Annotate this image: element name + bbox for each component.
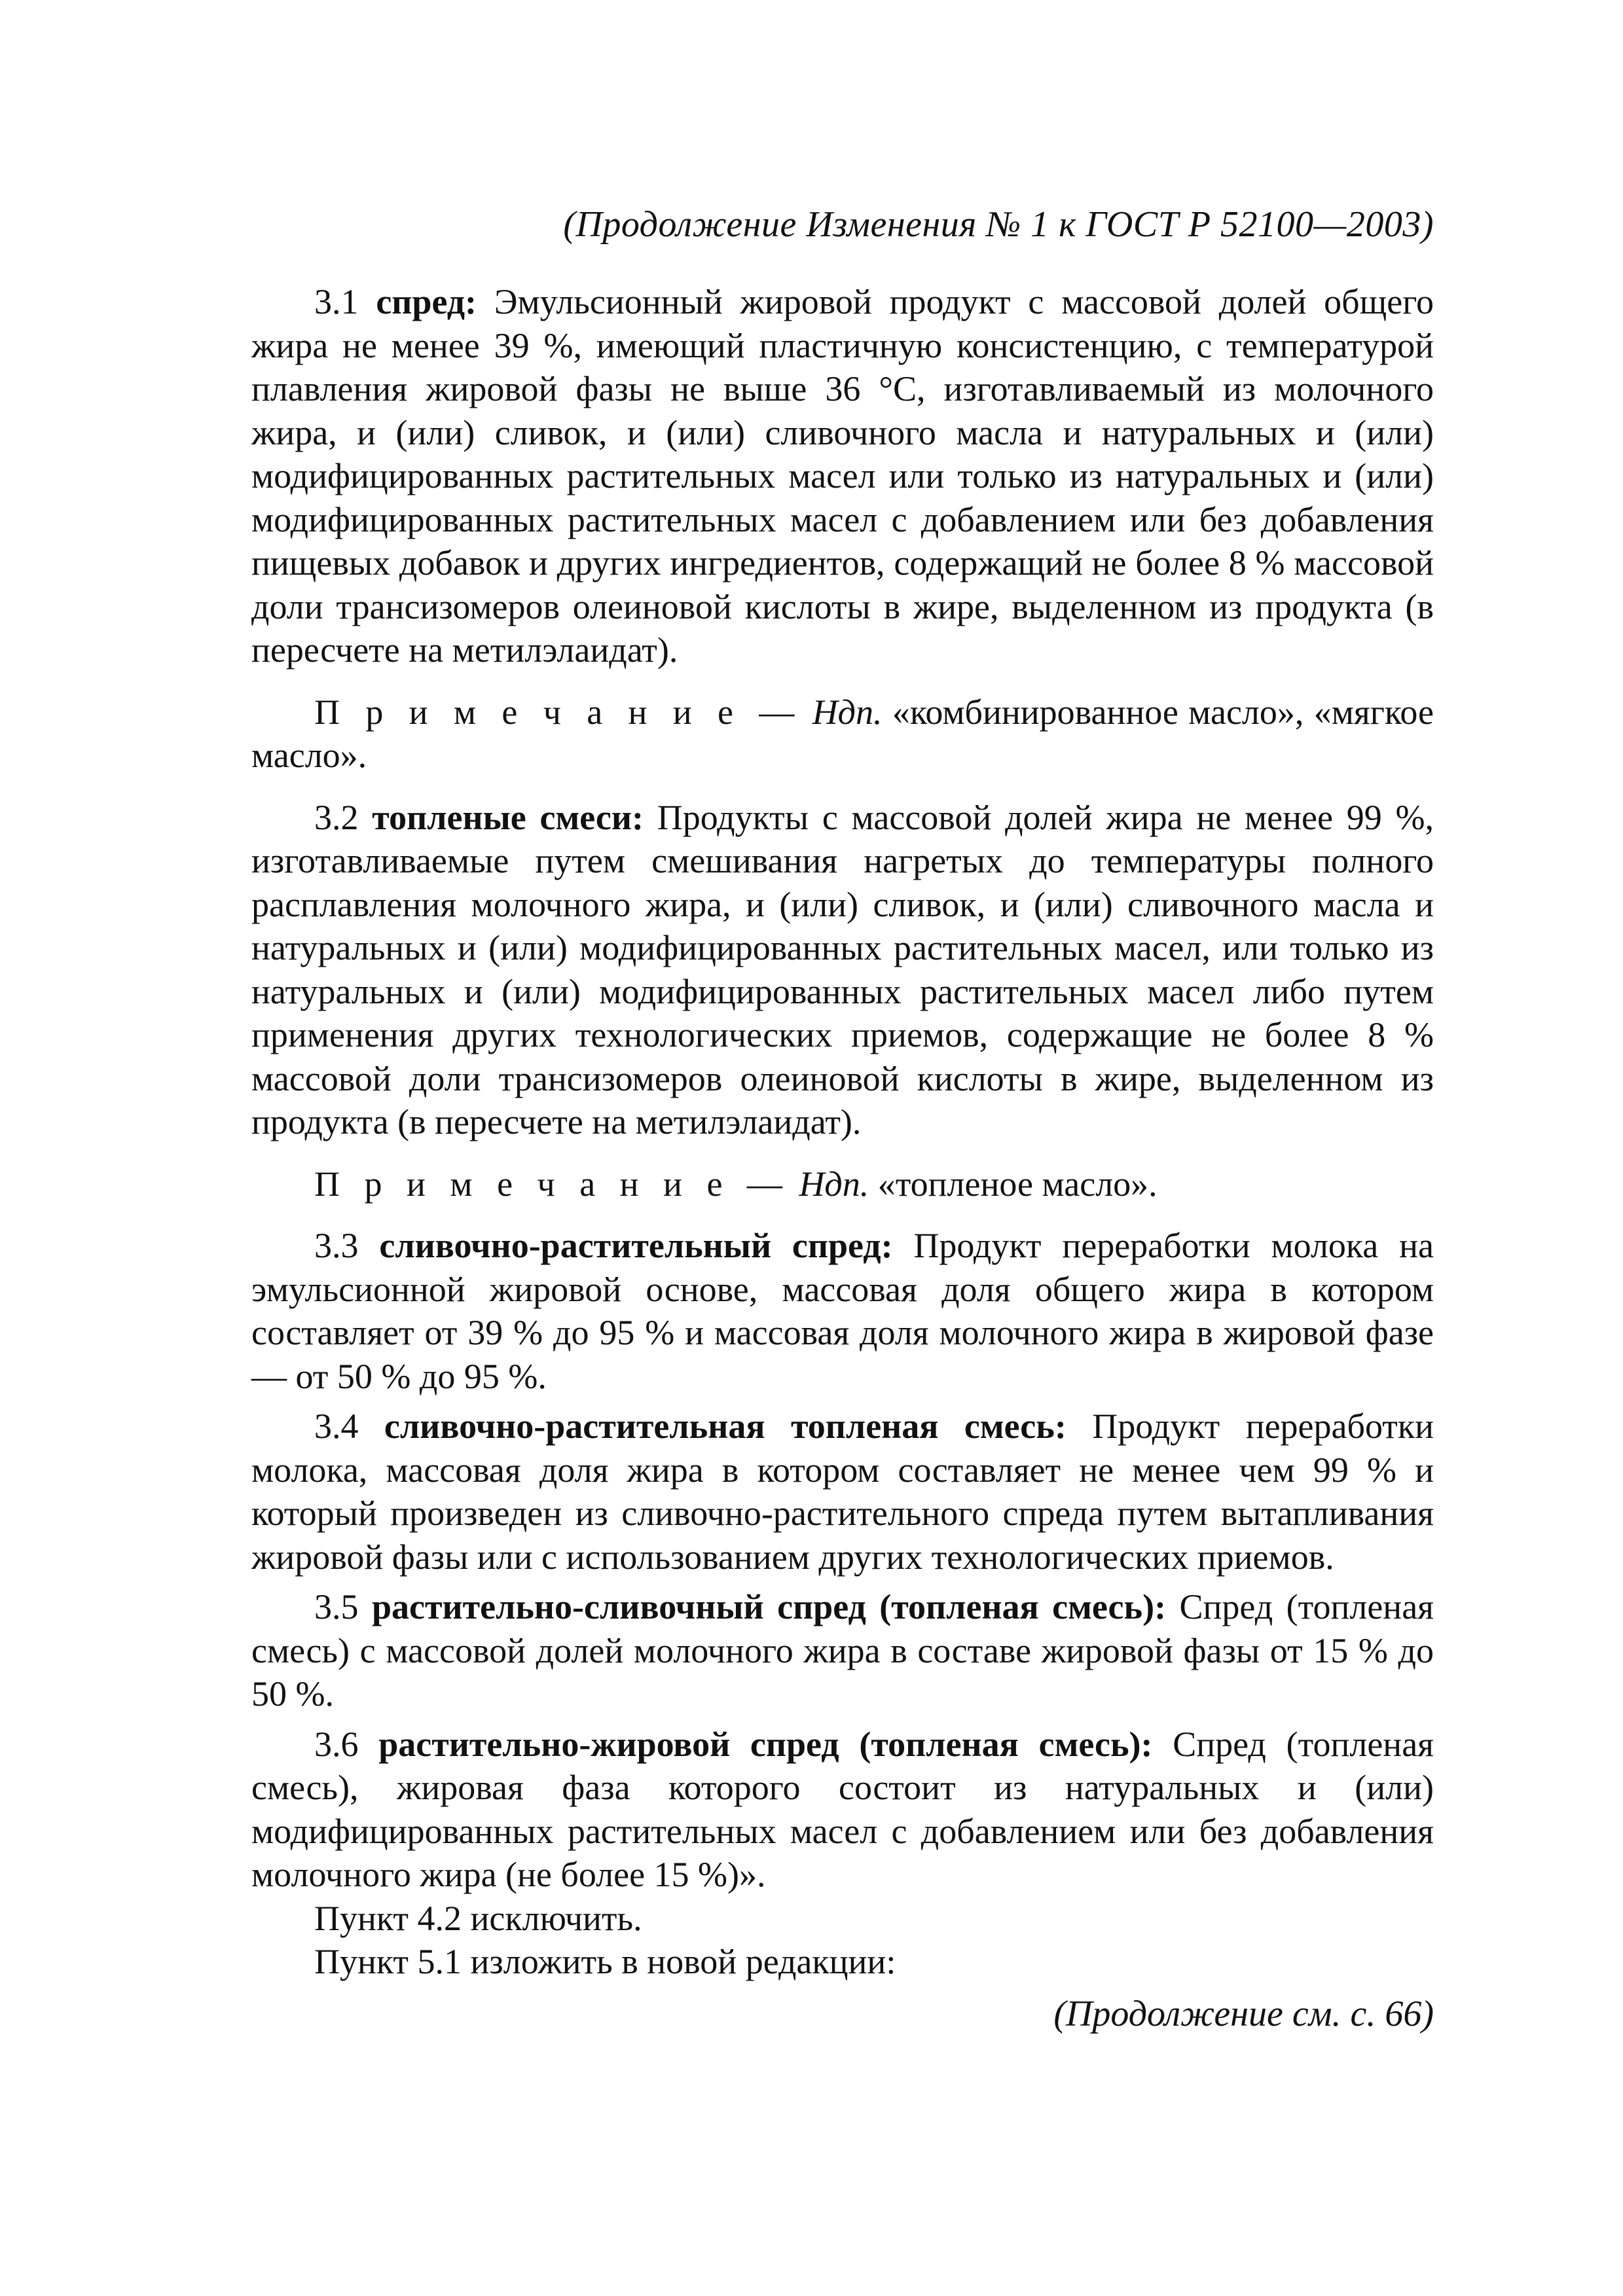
definition-3-2 bbox=[251, 796, 1434, 1144]
note-3-2 bbox=[251, 1162, 1434, 1206]
definition-3-1 bbox=[251, 280, 1434, 672]
term: спред: bbox=[376, 282, 477, 321]
definition-text: Эмульсионный жировой продукт с массовой долей общего жира не менее 39 %, имеющий пластичную консистенцию, с температурой плавления жировой фазы не выше 36 °С, изготавливаемый из молочного жира, и (или) сливок, и (или) сливочного масла и натуральных и (или) модифицированных растительных масел или только из натуральных и (или) модифицированных растительных масел с добавлением или без добавления пищевых добавок и других ингредиентов, содержащий не более 8 % массовой доли трансизомеров олеиновой кислоты в жире, выделенном из продукта (в пересчете на метилэлаидат). bbox=[251, 282, 1434, 670]
note-text: «комбинированное масло», «мягкое масло». bbox=[251, 692, 1434, 775]
note-label: П р и м е ч а н и е — bbox=[314, 1164, 790, 1204]
term: сливочно-растительный спред: bbox=[379, 1226, 893, 1265]
note-text: «топленое масло». bbox=[877, 1164, 1158, 1204]
definition-3-5 bbox=[251, 1585, 1434, 1716]
definition-3-4 bbox=[251, 1405, 1434, 1579]
term: сливочно-растительная топленая смесь: bbox=[384, 1407, 1067, 1446]
definition-text: Спред (топленая смесь) с массовой долей молочного жира в составе жировой фазы от 15 % до 50 %. bbox=[251, 1587, 1434, 1713]
definition-text: Продукты с массовой долей жира не менее 99 %, изготавливаемые путем смешивания нагретых до температуры полного расплавления молочного жира, и (или) сливок, и (или) сливочного масла и натуральных и (или) модифицированных растительных масел, или только из натуральных и (или) модифицированных растительных масел либо путем применения других технологических приемов, содержащие не более 8 % массовой доли трансизомеров олеиновой кислоты в жире, выделенном из продукта (в пересчете на метилэлаидат). bbox=[251, 797, 1434, 1141]
clause-number: 3.2 bbox=[314, 797, 359, 837]
clause-number: 3.3 bbox=[314, 1226, 359, 1265]
page-footer: (Продолжение см. с. 66) bbox=[1053, 1994, 1434, 2034]
note-3-1 bbox=[251, 691, 1434, 778]
note-label: П р и м е ч а н и е — bbox=[314, 692, 803, 732]
definition-text: Продукт переработки молока на эмульсионной жировой основе, массовая доля общего жира в котором составляет от 39 % до 95 % и массовая доля молочного жира в жировой фазе — от 50 % до 95 %. bbox=[251, 1226, 1434, 1396]
clause-number: 3.1 bbox=[314, 282, 359, 321]
page-header: (Продолжение Изменения № 1 к ГОСТ Р 52100—2003) bbox=[563, 204, 1434, 245]
instruction-4-2: Пункт 4.2 исключить. bbox=[314, 1898, 642, 1938]
definition-3-6 bbox=[251, 1723, 1434, 1897]
definition-text: Спред (топленая смесь), жировая фаза которого состоит из натуральных и (или) модифицированных растительных масел с добавлением или без добавления молочного жира (не более 15 %)». bbox=[251, 1724, 1434, 1894]
clause-number: 3.6 bbox=[314, 1724, 359, 1764]
note-abbreviation: Ндп. bbox=[812, 692, 883, 732]
term: растительно-сливочный спред (топленая смесь): bbox=[371, 1587, 1167, 1626]
definition-text: Продукт переработки молока, массовая доля жира в котором составляет не менее чем 99 % и который произведен из сливочно-растительного спреда путем вытапливания жировой фазы или с использованием других технологических приемов. bbox=[251, 1407, 1434, 1577]
clause-number: 3.5 bbox=[314, 1587, 359, 1626]
instruction-5-1: Пункт 5.1 изложить в новой редакции: bbox=[314, 1942, 896, 1981]
clause-number: 3.4 bbox=[314, 1407, 359, 1446]
definition-3-3 bbox=[251, 1224, 1434, 1398]
note-abbreviation: Ндп. bbox=[799, 1164, 869, 1204]
term: растительно-жировой спред (топленая смесь): bbox=[378, 1724, 1153, 1764]
document-body bbox=[251, 280, 1434, 1984]
term: топленые смеси: bbox=[372, 797, 644, 837]
